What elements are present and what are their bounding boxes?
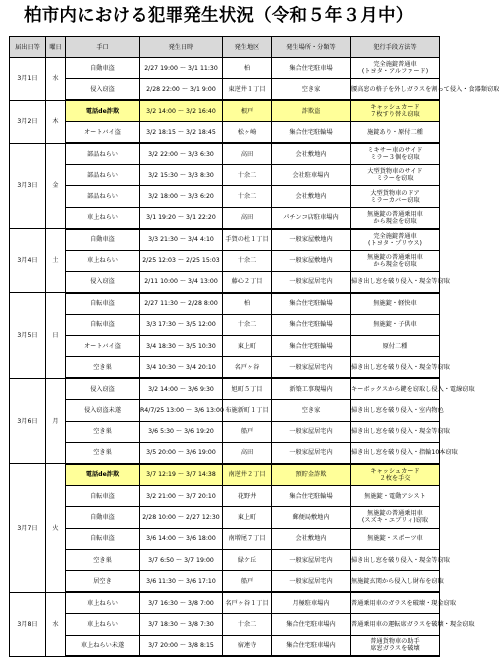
area-cell: 十余二: [223, 164, 272, 185]
crime-type-cell: 侵入窃盗: [66, 271, 140, 292]
crime-type-cell: 侵入窃盗未遂: [66, 400, 140, 421]
place-cell: 一般家屋居宅内: [272, 549, 351, 570]
place-cell: 会社敷地内: [272, 528, 351, 549]
method-cell: 掃き出し窓を破り侵入・室内物色: [351, 400, 440, 421]
crime-type-cell: 部品ねらい: [66, 186, 140, 207]
method-cell: 普通乗用車のガラスを破壊・現金窃取: [351, 592, 440, 613]
datetime-cell: 3/7 16:30 ～ 3/8 7:00: [140, 592, 223, 613]
crime-type-cell: 車上ねらい: [66, 592, 140, 613]
table-row: [10, 614, 440, 635]
method-cell: 原付二種: [351, 336, 440, 357]
table-row: [10, 293, 440, 314]
table-row: [10, 549, 440, 570]
area-cell: 宿連寺: [223, 635, 272, 656]
place-cell: 空き家: [272, 400, 351, 421]
datetime-cell: 3/6 14:00 ～ 3/6 18:00: [140, 528, 223, 549]
datetime-cell: 3/4 18:30 ～ 3/5 10:30: [140, 336, 223, 357]
place-cell: 新築工事現場内: [272, 378, 351, 399]
place-cell: 詐欺盗: [272, 100, 351, 121]
place-cell: 一般家屋敷地内: [272, 250, 351, 271]
method-cell: 掃き出し窓を破り侵入・現金等窃取: [351, 421, 440, 442]
table-row: [10, 79, 440, 100]
datetime-cell: 3/2 14:00 ～ 3/2 16:40: [140, 100, 223, 121]
area-cell: 緑ケ丘: [223, 549, 272, 570]
table-row: [10, 592, 440, 613]
method-cell: 施錠あり・原付二種: [351, 122, 440, 143]
report-date-cell: 3月6日: [10, 378, 46, 464]
crime-type-cell: 空き巣: [66, 357, 140, 378]
place-cell: 集合住宅駐輪場: [272, 314, 351, 335]
area-cell: 十余二: [223, 250, 272, 271]
table-row: [10, 528, 440, 549]
crime-type-cell: 侵入窃盗: [66, 378, 140, 399]
crime-type-cell: 自転車盗: [66, 314, 140, 335]
weekday-cell: 金: [46, 143, 66, 229]
datetime-cell: 3/2 22:00 ～ 3/3 6:30: [140, 143, 223, 164]
area-cell: 船戸: [223, 571, 272, 592]
place-cell: パチンコ店駐車場内: [272, 207, 351, 228]
area-cell: 東逆井１丁目: [223, 79, 272, 100]
place-cell: 一般家屋居宅内: [272, 271, 351, 292]
method-cell: 無施錠の普通乗用車 から現金を窃取: [351, 207, 440, 228]
table-row: [10, 164, 440, 185]
report-date-cell: 3月1日: [10, 58, 46, 101]
method-cell: 完全施錠普通車 (トヨタ・プリウス): [351, 229, 440, 250]
place-cell: 空き家: [272, 79, 351, 100]
crime-type-cell: 電話de詐欺: [66, 464, 140, 485]
area-cell: 布施新町１丁目: [223, 400, 272, 421]
place-cell: 集合住宅駐輪場: [272, 336, 351, 357]
table-row: [10, 100, 440, 121]
crime-type-cell: 自動車盗: [66, 58, 140, 79]
table-row: [10, 571, 440, 592]
crime-type-cell: 空き巣: [66, 421, 140, 442]
table-row: [10, 357, 440, 378]
place-cell: 会社敷地内: [272, 186, 351, 207]
page-title: 柏市内における犯罪発生状況（令和５年３月中）: [24, 6, 414, 26]
datetime-cell: 2/27 11:30 ～ 2/28 8:00: [140, 293, 223, 314]
place-cell: 預貯金詐欺: [272, 464, 351, 485]
method-cell: 掃き出し窓を破り侵入・現金等窃取: [351, 357, 440, 378]
datetime-cell: 3/7 18:30 ～ 3/8 7:30: [140, 614, 223, 635]
weekday-cell: 火: [46, 464, 66, 592]
table-row: [10, 271, 440, 292]
method-cell: 無施錠玄関から侵入し財布を窃取: [351, 571, 440, 592]
datetime-cell: 3/4 10:30 ～ 3/4 20:10: [140, 357, 223, 378]
place-cell: 集合住宅駐車場内: [272, 614, 351, 635]
table-row: [10, 250, 440, 271]
place-cell: 会社敷地内: [272, 143, 351, 164]
place-cell: 集合住宅駐輪場: [272, 485, 351, 506]
header-area: 発生地区: [223, 37, 272, 58]
crime-type-cell: 自転車盗: [66, 485, 140, 506]
table-row: [10, 507, 440, 528]
header-method: 犯行手段方法等: [351, 37, 440, 58]
place-cell: 会社駐車場内: [272, 164, 351, 185]
crime-type-cell: 電話de詐欺: [66, 100, 140, 121]
table-row: [10, 186, 440, 207]
method-cell: 大型貨物車のサイド ミラーを窃取: [351, 164, 440, 185]
crime-table: [9, 36, 499, 657]
method-cell: キャッシュカード ７枚すり替え窃取: [351, 100, 440, 121]
table-row: [10, 314, 440, 335]
method-cell: 掃き出し窓を破り侵入・指輪10本窃取: [351, 443, 440, 464]
table-row: [10, 421, 440, 442]
header-place: 発生場所・分類等: [272, 37, 351, 58]
method-cell: 掃き出し窓を破り侵入・現金等窃取: [351, 271, 440, 292]
area-cell: 松ヶ崎: [223, 122, 272, 143]
method-cell: キャッシュカード ２枚を手交: [351, 464, 440, 485]
datetime-cell: 3/7 20:00 ～ 3/8 8:15: [140, 635, 223, 656]
datetime-cell: 3/3 21:30 ～ 3/4 4:10: [140, 229, 223, 250]
method-cell: 無施錠・スポーツ車: [351, 528, 440, 549]
place-cell: 集合住宅駐輪場: [272, 122, 351, 143]
crime-type-cell: 車上ねらい: [66, 614, 140, 635]
header-datetime: 発生日時: [140, 37, 223, 58]
datetime-cell: 3/2 21:00 ～ 3/7 20:10: [140, 485, 223, 506]
weekday-cell: 水: [46, 58, 66, 101]
datetime-cell: 3/2 18:00 ～ 3/3 6:20: [140, 186, 223, 207]
place-cell: 一般家屋居宅内: [272, 571, 351, 592]
header-report-date: 届出日等: [10, 37, 46, 58]
report-date-cell: 3月8日: [10, 592, 46, 656]
area-cell: 花野井: [223, 485, 272, 506]
datetime-cell: 3/6 11:30 ～ 3/6 17:10: [140, 571, 223, 592]
table-row: [10, 485, 440, 506]
table-row: [10, 58, 440, 79]
area-cell: 旭町５丁目: [223, 378, 272, 399]
table-row: [10, 229, 440, 250]
crime-type-cell: 車上ねらい未遂: [66, 635, 140, 656]
table-row: [10, 143, 440, 164]
datetime-cell: R4/7/25 13:00 ～ 3/6 13:00: [140, 400, 223, 421]
place-cell: 集合住宅駐車場内: [272, 635, 351, 656]
table-row: [10, 378, 440, 399]
table-row: [10, 635, 440, 656]
crime-type-cell: オートバイ盗: [66, 122, 140, 143]
crime-type-cell: 部品ねらい: [66, 143, 140, 164]
method-cell: 完全施錠普通車 (トヨタ・アルファード): [351, 58, 440, 79]
table-header-row: [10, 37, 440, 58]
datetime-cell: 2/25 12:03 ～ 2/25 15:03: [140, 250, 223, 271]
crime-type-cell: 車上ねらい: [66, 250, 140, 271]
crime-type-cell: オートバイ盗: [66, 336, 140, 357]
datetime-cell: 3/5 20:00 ～ 3/6 19:00: [140, 443, 223, 464]
crime-type-cell: 空き巣: [66, 549, 140, 570]
datetime-cell: 3/3 17:30 ～ 3/5 12:00: [140, 314, 223, 335]
method-cell: 普通貨物車の助手 席窓ガラスを破壊: [351, 635, 440, 656]
method-cell: 腰高窓の格子を外しガラスを割って侵入・食器類窃取: [351, 79, 440, 100]
place-cell: 一般家屋居宅内: [272, 357, 351, 378]
weekday-cell: 日: [46, 293, 66, 379]
area-cell: 名戸ヶ谷: [223, 357, 272, 378]
place-cell: 郵便局敷地内: [272, 507, 351, 528]
report-date-cell: 3月2日: [10, 100, 46, 143]
crime-table-body: [10, 58, 499, 657]
method-cell: ミキサー車のサイド ミラー３個を窃取: [351, 143, 440, 164]
place-cell: 一般家屋居宅内: [272, 421, 351, 442]
method-cell: 無施錠の普通乗用車 (スズキ・エブリィ)窃取: [351, 507, 440, 528]
table-row: [10, 464, 440, 485]
datetime-cell: 3/2 18:15 ～ 3/2 18:45: [140, 122, 223, 143]
area-cell: 高田: [223, 143, 272, 164]
area-cell: 南逆井２丁目: [223, 464, 272, 485]
area-cell: 高田: [223, 207, 272, 228]
method-cell: 普通乗用車の運転席ガラスを破壊・現金窃取: [351, 614, 440, 635]
area-cell: 船戸: [223, 421, 272, 442]
table-row: [10, 443, 440, 464]
area-cell: 手賀の杜１丁目: [223, 229, 272, 250]
weekday-cell: 水: [46, 592, 66, 656]
crime-type-cell: 自動車盗: [66, 507, 140, 528]
area-cell: 柏: [223, 58, 272, 79]
area-cell: 十余二: [223, 614, 272, 635]
datetime-cell: 3/1 19:20 ～ 3/1 22:20: [140, 207, 223, 228]
area-cell: 名戸ヶ谷１丁目: [223, 592, 272, 613]
method-cell: 掃き出し窓を破り侵入・現金等窃取: [351, 549, 440, 570]
report-date-cell: 3月3日: [10, 143, 46, 229]
place-cell: 一般家屋敷地内: [272, 229, 351, 250]
place-cell: 集合住宅駐車場: [272, 58, 351, 79]
table-row: [10, 336, 440, 357]
crime-type-cell: 空き巣: [66, 443, 140, 464]
area-cell: 柏: [223, 293, 272, 314]
place-cell: 集合住宅駐輪場: [272, 293, 351, 314]
crime-type-cell: 部品ねらい: [66, 164, 140, 185]
method-cell: 大型貨物車のドア ミラーカバー窃取: [351, 186, 440, 207]
table-row: [10, 400, 440, 421]
table-row: [10, 207, 440, 228]
report-date-cell: 3月7日: [10, 464, 46, 592]
datetime-cell: 3/6 5:30 ～ 3/6 19:20: [140, 421, 223, 442]
method-cell: 無施錠・電動アシスト: [351, 485, 440, 506]
area-cell: 東上町: [223, 507, 272, 528]
area-cell: 南増尾７丁目: [223, 528, 272, 549]
weekday-cell: 月: [46, 378, 66, 464]
crime-type-cell: 車上ねらい: [66, 207, 140, 228]
method-cell: キーボックスから鍵を窃取し侵入・電線窃取: [351, 378, 440, 399]
method-cell: 無施錠の普通乗用車 から現金を窃取: [351, 250, 440, 271]
datetime-cell: 2/27 19:00 ～ 3/1 11:30: [140, 58, 223, 79]
area-cell: 根戸: [223, 100, 272, 121]
datetime-cell: 3/7 12:19 ～ 3/7 14:38: [140, 464, 223, 485]
area-cell: 藤心２丁目: [223, 271, 272, 292]
area-cell: 十余二: [223, 314, 272, 335]
method-cell: 無施錠・子供車: [351, 314, 440, 335]
area-cell: 高田: [223, 443, 272, 464]
area-cell: 十余二: [223, 186, 272, 207]
weekday-cell: 土: [46, 229, 66, 293]
datetime-cell: 2/28 22:00 ～ 3/1 9:00: [140, 79, 223, 100]
crime-type-cell: 侵入窃盗: [66, 79, 140, 100]
place-cell: 月極駐車場内: [272, 592, 351, 613]
crime-type-cell: 自動車盗: [66, 229, 140, 250]
datetime-cell: 3/7 6:50 ～ 3/7 19:00: [140, 549, 223, 570]
datetime-cell: 3/2 15:30 ～ 3/3 8:30: [140, 164, 223, 185]
report-date-cell: 3月5日: [10, 293, 46, 379]
method-cell: 無施錠・軽快車: [351, 293, 440, 314]
crime-type-cell: 自転車盗: [66, 528, 140, 549]
header-crime-type: 手口: [66, 37, 140, 58]
crime-type-cell: 自転車盗: [66, 293, 140, 314]
header-weekday: 曜日: [46, 37, 66, 58]
datetime-cell: 2/28 10:00 ～ 2/27 12:30: [140, 507, 223, 528]
place-cell: 一般家屋居宅内: [272, 443, 351, 464]
report-date-cell: 3月4日: [10, 229, 46, 293]
crime-type-cell: 居空き: [66, 571, 140, 592]
datetime-cell: 2/11 10:00 ～ 3/4 13:00: [140, 271, 223, 292]
area-cell: 東上町: [223, 336, 272, 357]
weekday-cell: 木: [46, 100, 66, 143]
datetime-cell: 3/2 14:00 ～ 3/6 9:30: [140, 378, 223, 399]
table-row: [10, 122, 440, 143]
